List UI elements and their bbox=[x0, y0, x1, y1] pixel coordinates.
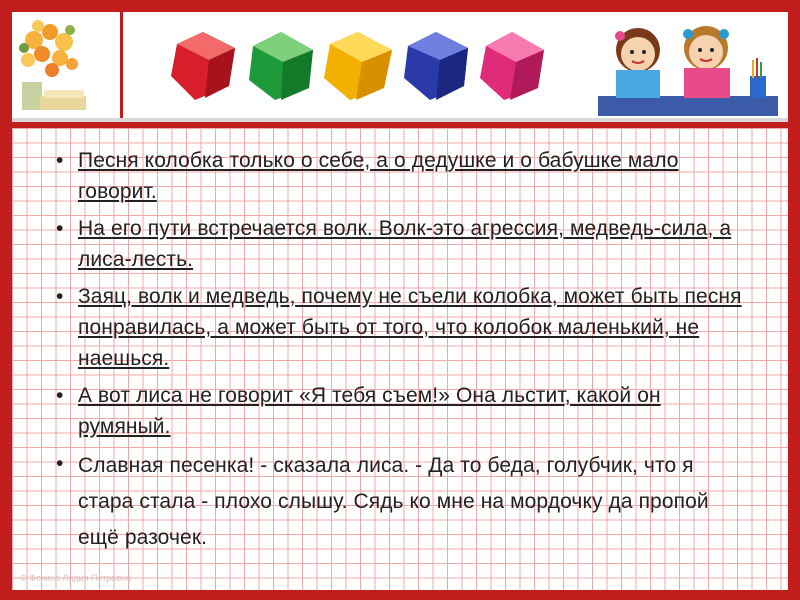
cube-yellow-icon bbox=[320, 28, 396, 104]
bullet-dot: • bbox=[56, 217, 64, 240]
divider bbox=[12, 118, 788, 122]
bullet-list bbox=[54, 145, 754, 562]
list-item bbox=[54, 380, 754, 442]
bullet-dot: • bbox=[56, 452, 64, 475]
list-item bbox=[54, 281, 754, 374]
bullet-text: На его пути встречается волк. Волк-это агрессия, медведь-сила, а лиса-лесть. bbox=[78, 217, 732, 271]
list-item bbox=[54, 448, 754, 556]
children-icon bbox=[598, 14, 778, 116]
bullet-text: А вот лиса не говорит «Я тебя съем!» Она льстит, какой он румяный. bbox=[78, 384, 661, 438]
bullet-text: Заяц, волк и медведь, почему не съели колобка, может быть песня понравилась, а может быть от того, что колобок маленький, не наешься. bbox=[78, 285, 742, 370]
list-item bbox=[54, 213, 754, 275]
cube-red-icon bbox=[165, 28, 241, 104]
bullet-text: Песня колобка только о себе, а о дедушке и о бабушке мало говорит. bbox=[78, 149, 679, 203]
bullet-text: Славная песенка! - сказала лиса. - Да то беда, голубчик, что я стара стала - плохо слышу. Сядь ко мне на мордочку да пропой ещё разочек. bbox=[78, 454, 709, 549]
bullet-dot: • bbox=[56, 285, 64, 308]
bullet-dot: • bbox=[56, 384, 64, 407]
cube-blue-icon bbox=[398, 28, 474, 104]
copyright-text: © Фокина Лидия Петровна bbox=[20, 573, 132, 583]
bullet-dot: • bbox=[56, 149, 64, 172]
flowers-icon bbox=[12, 12, 120, 118]
cube-green-icon bbox=[243, 28, 319, 104]
list-item bbox=[54, 145, 754, 207]
cube-pink-icon bbox=[474, 28, 550, 104]
